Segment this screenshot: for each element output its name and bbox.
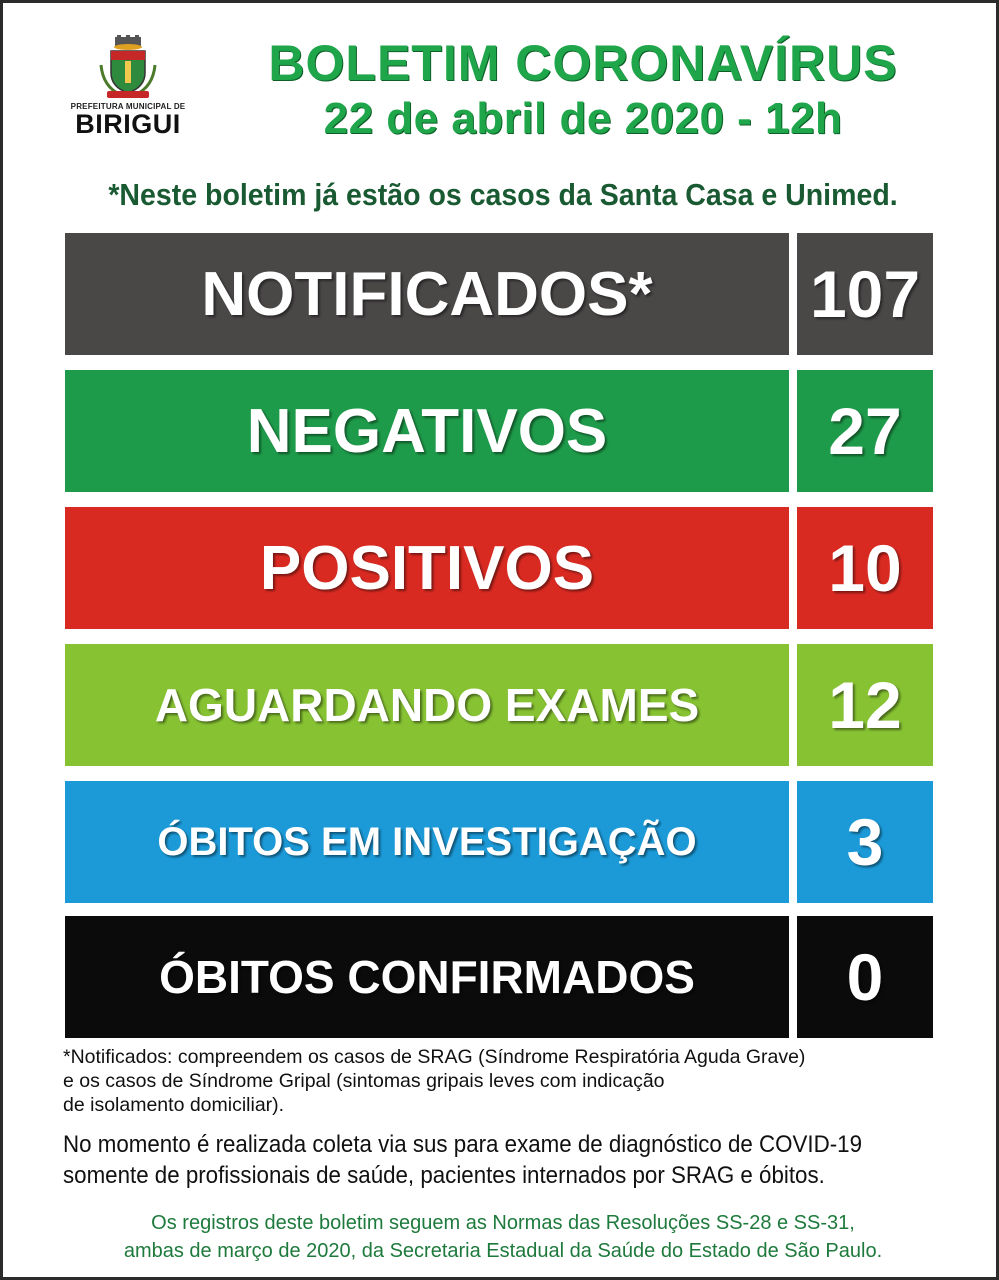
stat-label: ÓBITOS EM INVESTIGAÇÃO [65,781,789,903]
footnote-line: *Notificados: compreendem os casos de SRAG (Síndrome Respiratória Aguda Grave) [63,1046,806,1068]
stat-row-obitos-confirmados [65,916,933,1038]
footnote-line: e os casos de Síndrome Gripal (sintomas gripais leves com indicação [63,1070,665,1092]
stat-value: 3 [797,781,933,903]
logo-city-name: BIRIGUI [75,109,181,139]
stat-value: 12 [797,644,933,766]
stat-row-negativos [65,370,933,492]
stat-row-positivos [65,507,933,629]
stat-value: 10 [797,507,933,629]
stats-board [65,233,933,1038]
stat-value: 27 [797,370,933,492]
footnote-line: de isolamento domiciliar). [63,1094,285,1116]
row-divider [789,370,797,492]
stat-row-notificados [65,233,933,355]
stat-label: NOTIFICADOS* [65,233,789,355]
stat-label: AGUARDANDO EXAMES [65,644,789,766]
row-divider [789,916,797,1038]
row-divider [789,507,797,629]
footnote-line: Os registros deste boletim seguem as Normas das Resoluções SS-28 e SS-31, [151,1212,855,1234]
stat-label: POSITIVOS [65,507,789,629]
stat-label: NEGATIVOS [65,370,789,492]
stat-label: ÓBITOS CONFIRMADOS [65,916,789,1038]
coat-of-arms-icon [97,35,159,101]
stat-value: 107 [797,233,933,355]
row-divider [789,781,797,903]
bulletin-title: BOLETIM CORONAVÍRUS [268,35,898,91]
logo-subtitle: PREFEITURA MUNICIPAL DE [70,102,186,111]
stat-value: 0 [797,916,933,1038]
footnote-notificados [63,1045,963,1117]
row-divider [789,233,797,355]
bulletin-note: *Neste boletim já estão os casos da Santa Casa e Unimed. [108,177,898,212]
row-divider [789,644,797,766]
stat-row-aguardando [65,644,933,766]
footnote-line: No momento é realizada coleta via sus para exame de diagnóstico de COVID-19 [63,1131,862,1158]
bulletin-date: 22 de abril de 2020 - 12h [323,94,843,143]
city-logo [63,35,193,143]
footnote-coleta [63,1129,963,1191]
stat-row-obitos-investigacao [65,781,933,903]
footnote-line: somente de profissionais de saúde, pacientes internados por SRAG e óbitos. [63,1162,825,1189]
footnote-line: ambas de março de 2020, da Secretaria Estadual da Saúde do Estado de São Paulo. [123,1240,883,1262]
footnote-normas [23,1209,983,1265]
